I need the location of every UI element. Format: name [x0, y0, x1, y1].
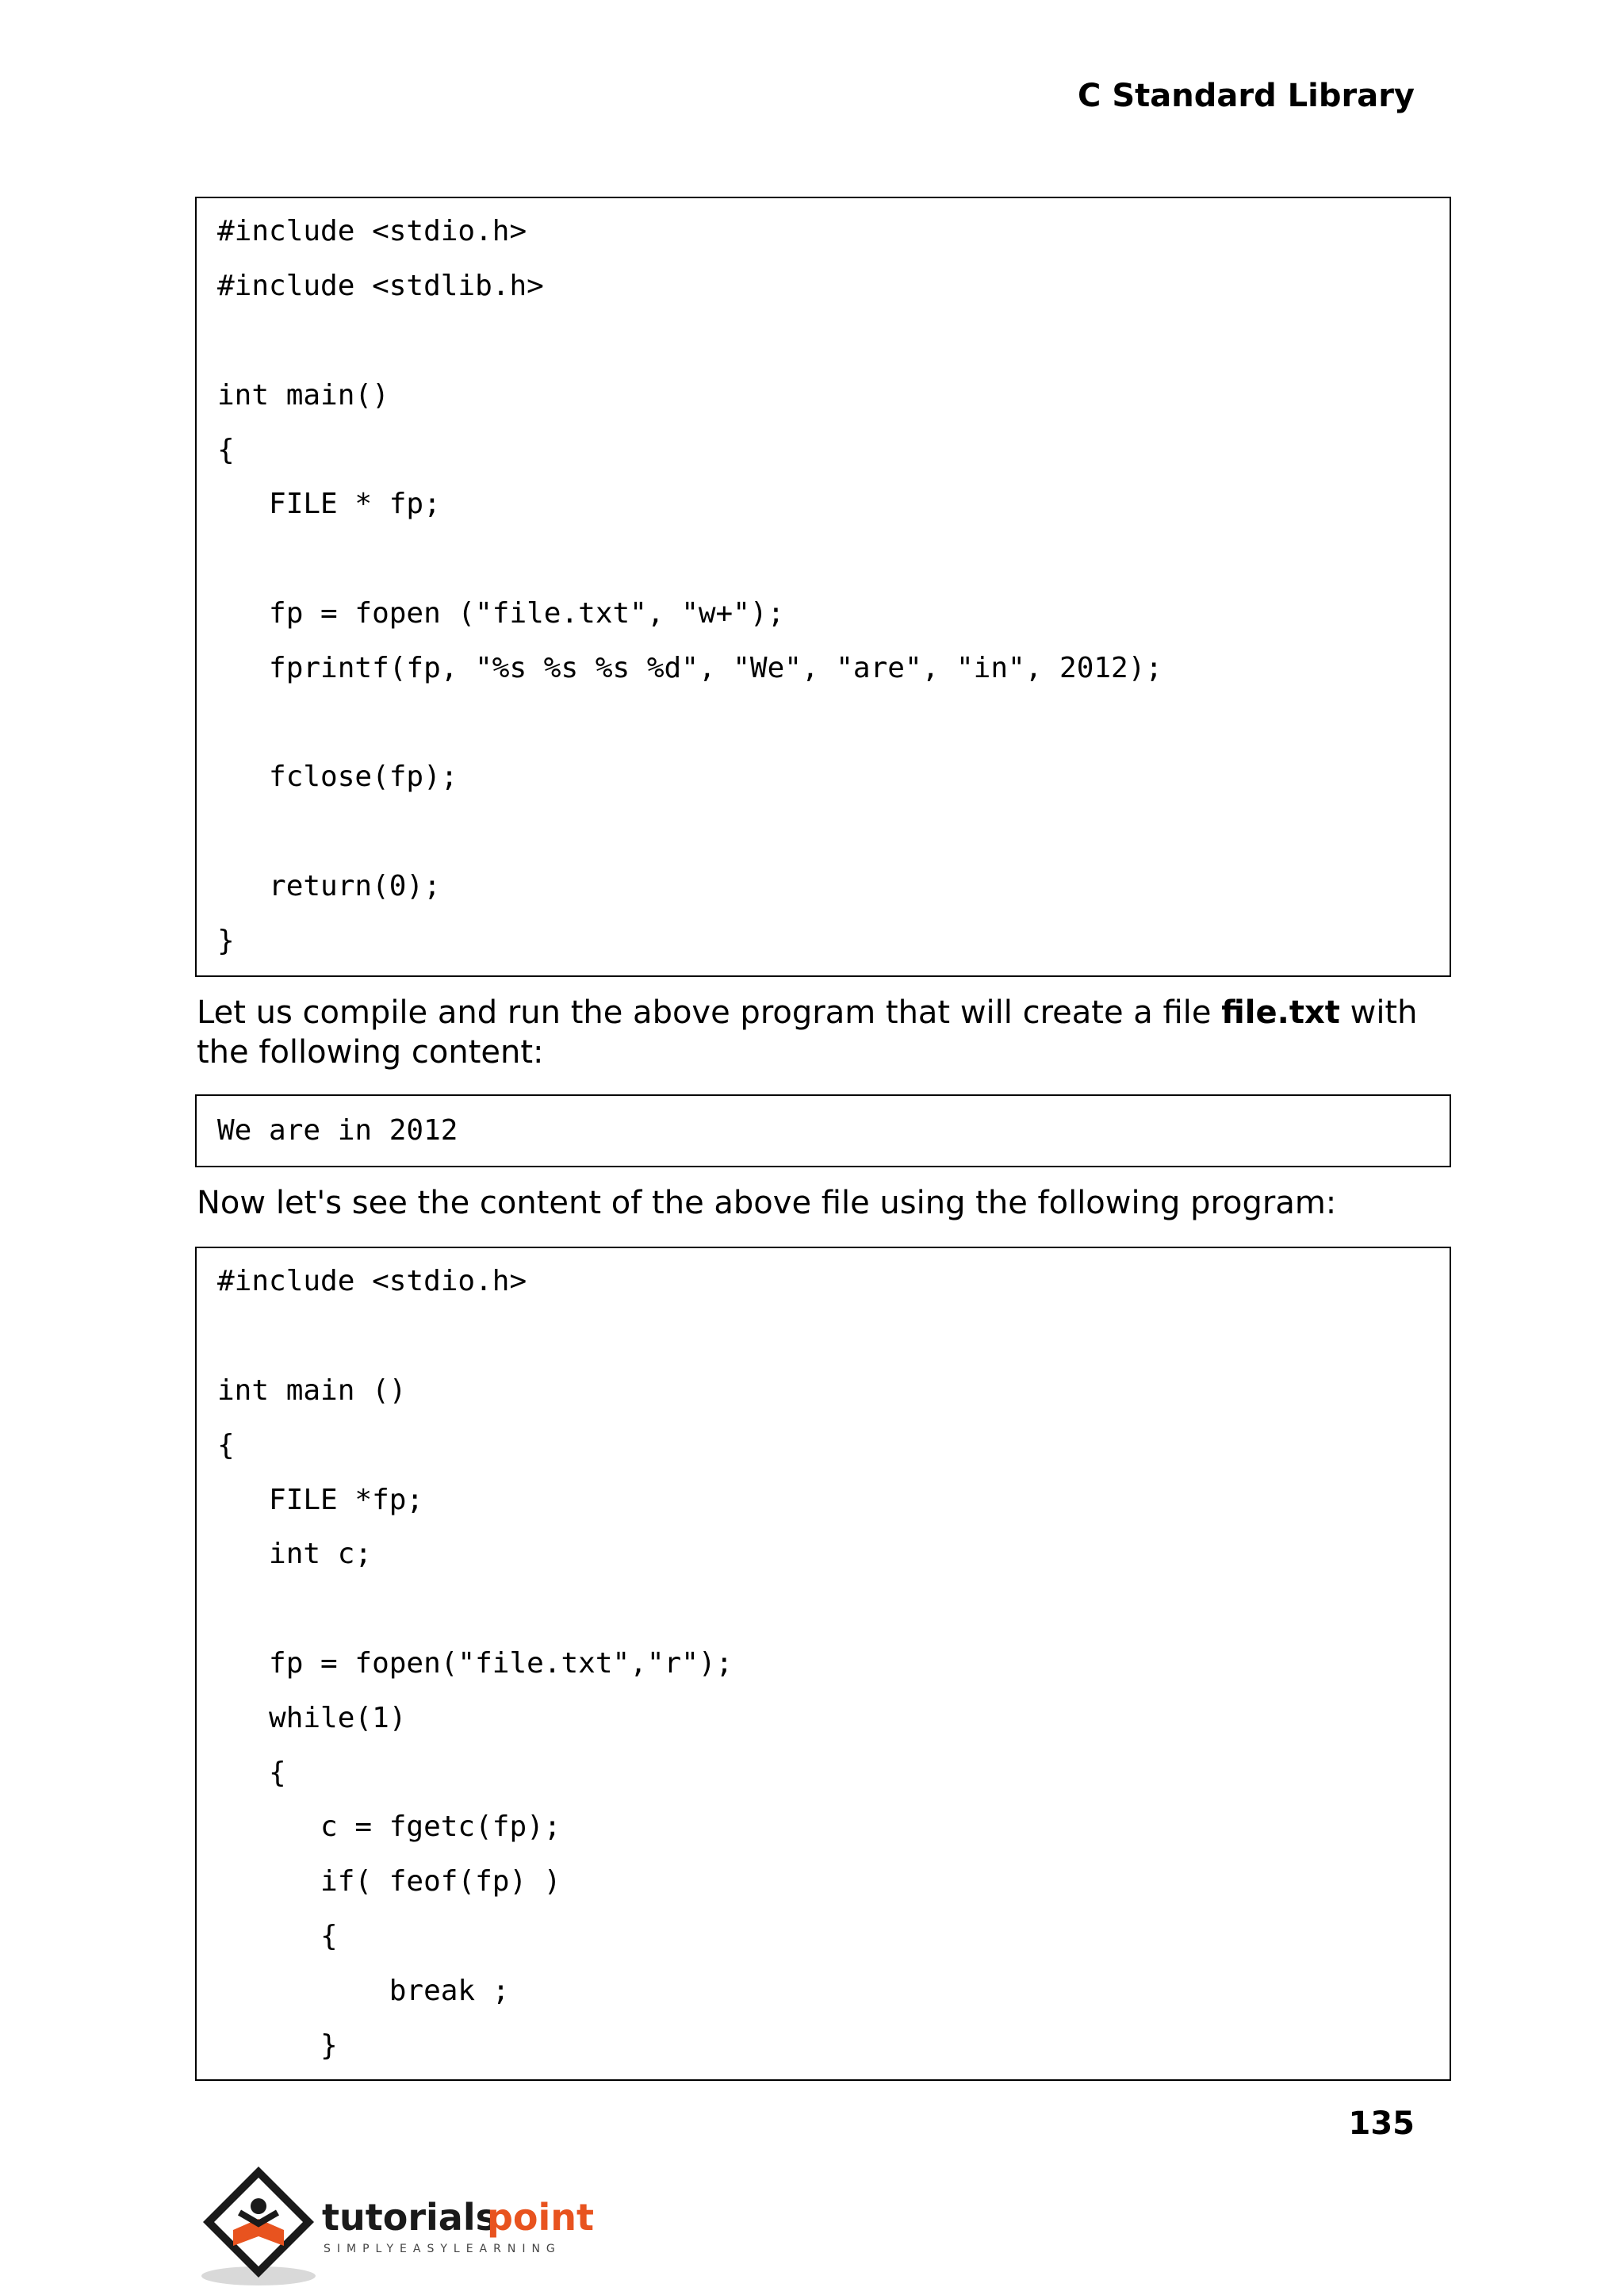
- code-line: c = fgetc(fp);: [217, 1810, 561, 1843]
- code-line: int c;: [217, 1538, 373, 1570]
- code-line: }: [217, 2029, 338, 2062]
- paragraph-read-file: Now let's see the content of the above file using the following program:: [197, 1185, 1337, 1221]
- code-line: fprintf(fp, "%s %s %s %d", "We", "are", "in", 2012);: [217, 652, 1163, 684]
- code-line: }: [217, 925, 235, 957]
- code-line: #include <stdio.h>: [217, 215, 527, 247]
- output-block: [195, 1094, 1451, 1167]
- code-line: FILE *fp;: [217, 1484, 424, 1516]
- output-line: We are in 2012: [217, 1114, 458, 1147]
- code-line: {: [217, 1920, 338, 1952]
- logo-figure-head: [251, 2198, 266, 2214]
- code-line: int main(): [217, 379, 389, 412]
- code-line: fp = fopen("file.txt","r");: [217, 1647, 733, 1680]
- file-name: file.txt: [1221, 994, 1340, 1031]
- code-line: #include <stdlib.h>: [217, 270, 544, 302]
- code-line: FILE * fp;: [217, 488, 441, 520]
- paragraph-text: with the following content:: [197, 994, 1418, 1071]
- page-header-title: C Standard Library: [1078, 78, 1415, 114]
- code-line: return(0);: [217, 870, 441, 902]
- code-line: while(1): [217, 1702, 407, 1734]
- code-line: {: [217, 434, 235, 466]
- code-line: if( feof(fp) ): [217, 1865, 561, 1898]
- logo-wordmark-point: point: [487, 2196, 595, 2239]
- code-block-2: [195, 1247, 1451, 2081]
- paragraph-text: Let us compile and run the above program that will create a file: [197, 994, 1222, 1031]
- code-line: break ;: [217, 1975, 510, 2007]
- page-number: 135: [1348, 2105, 1415, 2142]
- logo-tagline: SIMPLYEASYLEARNING: [324, 2243, 561, 2255]
- code-line: fclose(fp);: [217, 761, 458, 793]
- code-line: int main (): [217, 1374, 407, 1407]
- code-block-1: [195, 197, 1451, 977]
- tutorialspoint-logo: [195, 2157, 595, 2292]
- paragraph-compile-run: [197, 993, 1434, 1072]
- code-line: {: [217, 1429, 235, 1462]
- code-line: fp = fopen ("file.txt", "w+");: [217, 597, 785, 630]
- logo-wordmark-tutorials: tutorials: [322, 2196, 497, 2239]
- code-line: #include <stdio.h>: [217, 1265, 527, 1297]
- code-line: {: [217, 1757, 286, 1789]
